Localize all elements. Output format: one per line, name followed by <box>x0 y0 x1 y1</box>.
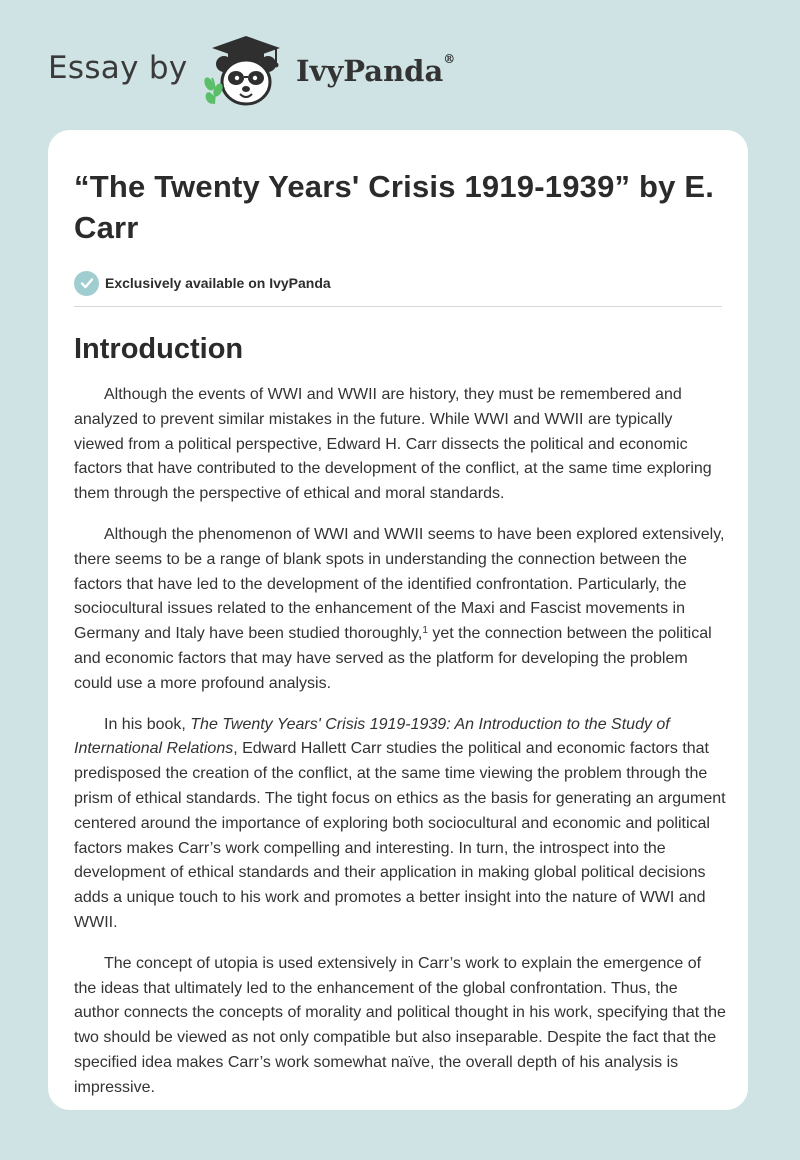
divider <box>74 306 722 307</box>
brand-name[interactable]: IvyPanda® <box>296 52 456 88</box>
book-title: The Twenty Years' Crisis 1919-1939: An Introduction to the Study of International Relations <box>74 715 670 758</box>
paragraph-3: In his book, The Twenty Years' Crisis 1919-1939: An Introduction to the Study of International Relations, Edward Hallett Carr studies the political and economic factors that predisposed the creation of the conflict, at the same time viewing the problem through the prism of ethical standards. The tight focus on ethics as the basis for generating an argument centered around the importance of exploring both sociocultural and economic and political factors makes Carr’s work compelling and interesting. In turn, the introspect into the development of ethical standards and their application in making global political decisions adds a unique touch to his work and promotes a better insight into the nature of WWI and WWII. <box>74 715 726 931</box>
site-header <box>0 0 800 125</box>
essay-card <box>48 130 748 1110</box>
exclusive-badge <box>74 270 722 296</box>
paragraph-4: The concept of utopia is used extensively in Carr’s work to explain the emergence of the ideas that ultimately led to the enhancement of the global confrontation. Thus, the author connects the concepts of morality and political thought in his work, specifying that the two should be viewed as not only compatible but also inseparable. Despite the fact that the specified idea makes Carr’s work somewhat naïve, the overall depth of his analysis is impressive. <box>74 954 726 1096</box>
check-icon <box>74 271 99 296</box>
exclusive-badge-text: Exclusively available on IvyPanda <box>105 275 331 291</box>
paragraph-1: Although the events of WWI and WWII are history, they must be remembered and analyzed to prevent similar mistakes in the future. While WWI and WWII are typically viewed from a political perspective, Edward H. Carr dissects the political and economic factors that have contributed to the development of the conflict, at the same time exploring them through the perspective of ethical and moral standards. <box>74 386 712 503</box>
registered-mark: ® <box>443 52 456 66</box>
section-heading: Introduction <box>74 333 244 365</box>
footnote-ref[interactable]: 1 <box>422 625 428 637</box>
essay-title: “The Twenty Years' Crisis 1919-1939” by E. Carr <box>74 169 715 245</box>
ivypanda-logo-icon[interactable] <box>200 34 292 110</box>
essay-by-label: Essay by <box>48 50 188 86</box>
paragraph-2: Although the phenomenon of WWI and WWII seems to have been explored extensively, there seems to be a range of blank spots in understanding the connection between the factors that have led to the development of the identified confrontation. Particularly, the sociocultural issues related to the enhancement of the Maxi and Fascist movements in Germany and Italy have been studied thoroughly,$^1$ yet the connection between the political and economic factors that may have served as the platform for developing the problem could use a more profound analysis. <box>74 525 725 692</box>
